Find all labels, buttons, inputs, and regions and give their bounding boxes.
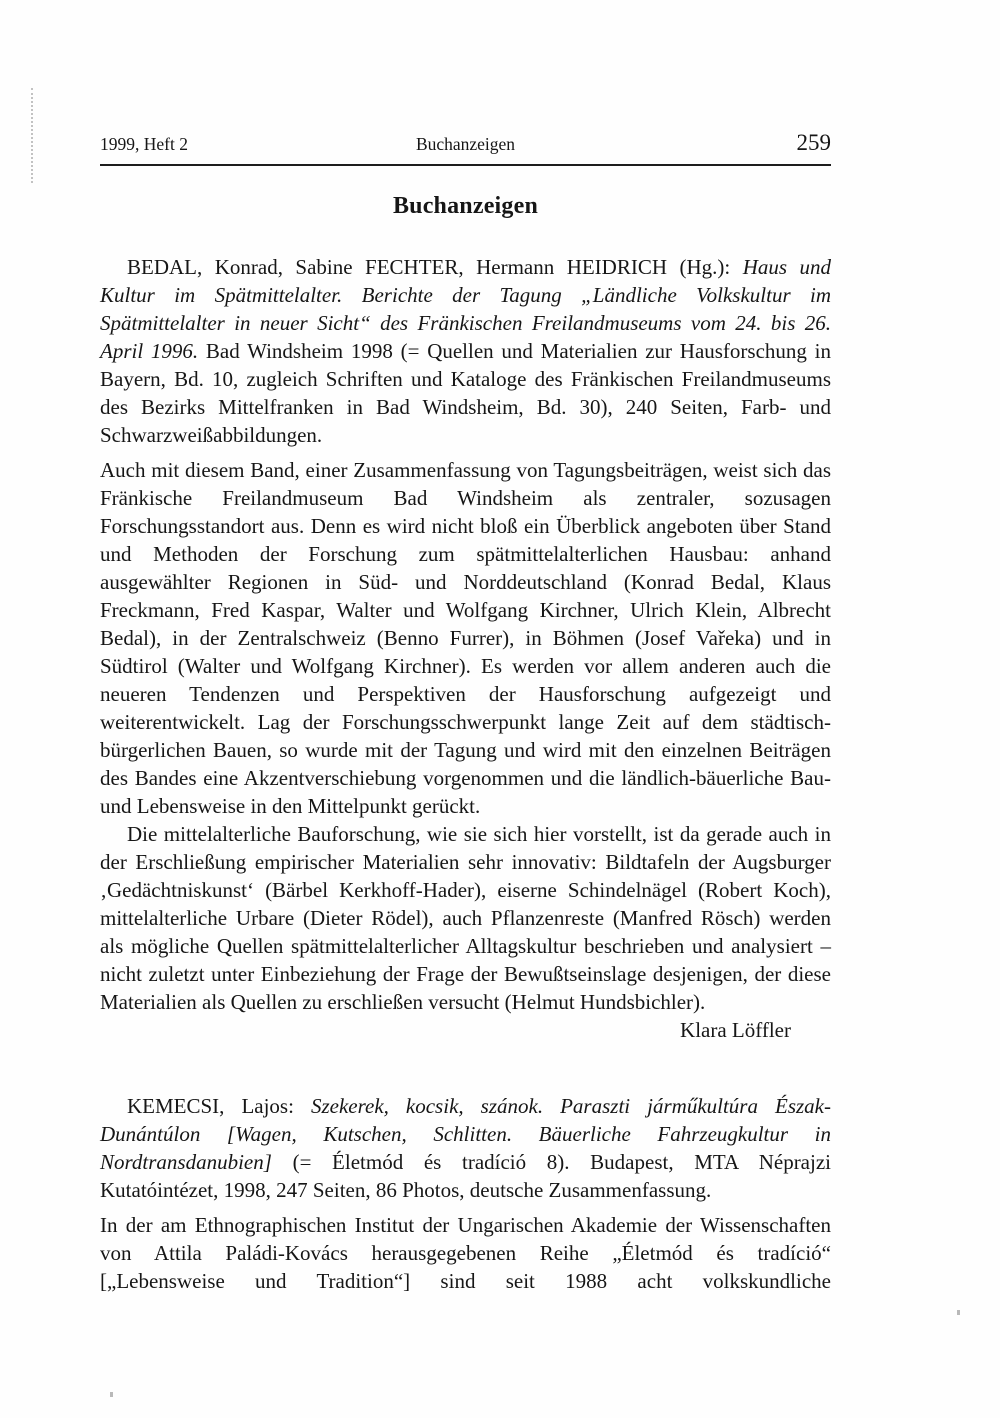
review-paragraph-2: Die mittelalterliche Bauforschung, wie sie sich hier vorstellt, ist da gerade auch in der Erschließung empirischer Materialien sehr innovativ: Bildtafeln der Augsburger ‚Gedächtniskunst‘ (Bärbel Kerkhoff-Hader), eiserne Schindelnägel (Robert Koch), mittelalterliche Urbare (Dieter Rödel), auch Pflanzenreste (Manfred Rösch) werden als mögliche Quellen spätmittelalterlicher Alltagskultur beschrieben und analysiert – nicht zuletzt unter Einbeziehung der Frage der Bewußtseinslage desjenigen, der diese Materialien als Quellen zu erschließen versucht (Helmut Hundsbichler).	[100, 822, 831, 1014]
bib-book-title: Szekerek, kocsik, szánok. Paraszti járműkultúra Észak-Dunántúlon [Wagen, Kutschen, Schlitten. Bäuerliche Fahrzeugkultur in Nordtransdanubien]	[100, 1094, 831, 1174]
bibliography-bedal	[100, 253, 831, 449]
review-paragraph-1: In der am Ethnographischen Institut der Ungarischen Akademie der Wissenschaften von Attila Paládi-Kovács herausgegebenen Reihe „Életmód és tradíció“ [„Lebensweise und Tradition“] sind seit 1988 acht volkskundliche	[100, 1213, 831, 1293]
review-entry-kemecsi	[100, 1092, 831, 1295]
header-issue-label: 1999, Heft 2	[100, 134, 188, 154]
review-entry-bedal	[100, 253, 831, 1044]
scan-artifact-dotted-line	[31, 88, 33, 183]
reviewer-signature: Klara Löffler	[680, 1018, 791, 1042]
bib-book-title: Haus und Kultur im Spätmittelalter. Berichte der Tagung „Ländliche Volkskultur im Spätmittelalter in neuer Sicht“ des Fränkischen Freilandmuseums vom 24. bis 26. April 1996.	[100, 255, 831, 363]
page-body	[100, 253, 831, 1295]
bib-publication-details: Bad Windsheim 1998 (= Quellen und Materialien zur Hausforschung in Bayern, Bd. 10, zugleich Schriften und Kataloge des Fränkischen Freilandmuseums des Bezirks Mittelfranken in Bad Windsheim, Bd. 30), 240 Seiten, Farb- und Schwarzweißabbildungen.	[100, 339, 831, 447]
page-title: Buchanzeigen	[392, 193, 539, 219]
bib-authors: BEDAL, Konrad, Sabine FECHTER, Hermann HEIDRICH (Hg.):	[127, 255, 743, 279]
scan-speck	[957, 1310, 960, 1315]
page-number: 259	[796, 130, 831, 155]
header-rule	[100, 164, 831, 166]
bib-authors: KEMECSI, Lajos:	[127, 1094, 311, 1118]
scan-speck	[110, 1392, 113, 1397]
bib-publication-details: (= Életmód és tradíció 8). Budapest, MTA Néprajzi Kutatóintézet, 1998, 247 Seiten, 86 Photos, deutsche Zusammenfassung.	[100, 1150, 831, 1202]
review-paragraph-1: Auch mit diesem Band, einer Zusammenfassung von Tagungsbeiträgen, weist sich das Fränkische Freilandmuseum Bad Windsheim als zentraler, sozusagen Forschungsstandort aus. Denn es wird nicht bloß ein Überblick angeboten über Stand und Methoden der Forschung zum spätmittelalterlichen Hausbau: anhand ausgewählter Regionen in Süd- und Norddeutschland (Konrad Bedal, Klaus Freckmann, Fred Kaspar, Walter und Wolfgang Kirchner, Ulrich Klein, Albrecht Bedal), in der Zentralschweiz (Benno Furrer), in Böhmen (Josef Vařeka) und in Südtirol (Walter und Wolfgang Kirchner). Es werden vor allem anderen auch die neueren Tendenzen und Perspektiven der Hausforschung aufgezeigt und weiterentwickelt. Lag der Forschungsschwerpunkt lange Zeit auf dem städtisch-bürgerlichen Bauen, so wurde mit der Tagung und wird mit den einzelnen Beiträgen des Bandes eine Akzentverschiebung vorgenommen und die ländlich-bäuerliche Bau- und Lebensweise in den Mittelpunkt gerückt.	[100, 458, 831, 818]
bibliography-kemecsi	[100, 1092, 831, 1204]
running-header	[100, 130, 831, 156]
header-section-label: Buchanzeigen	[415, 134, 516, 154]
